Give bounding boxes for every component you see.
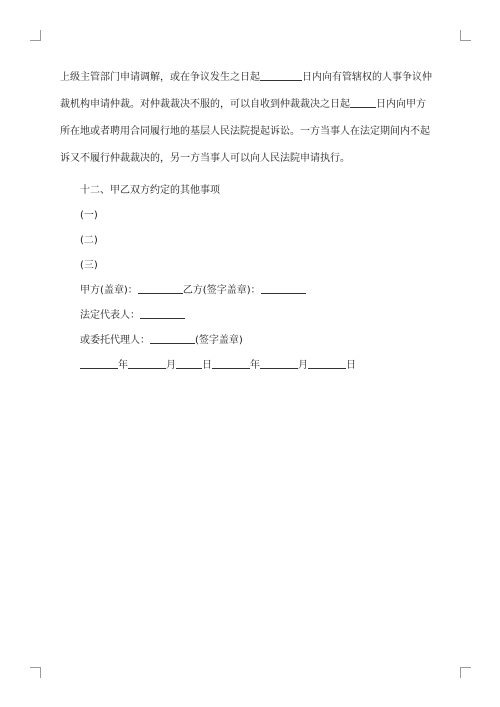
agent-label: 或委托代理人：: [80, 335, 150, 346]
party-b-day-blank[interactable]: [308, 356, 346, 369]
corner-mark-top-right: [460, 30, 471, 41]
party-b-label: 乙方(签字盖章)：: [182, 285, 261, 296]
section-12-heading: 十二、甲乙双方约定的其他事项: [80, 185, 220, 196]
blank-days-arbitration[interactable]: [260, 68, 302, 81]
party-a-year-blank[interactable]: [80, 356, 118, 369]
document-body: [60, 68, 450, 381]
paragraph-line-2: 裁机构申请仲裁。对仲裁裁决不服的，可以自收到仲裁裁决之日起 日内向甲方: [60, 95, 450, 122]
section-12-item-2: (二): [80, 235, 98, 246]
paragraph-line-1: 上级主管部门申请调解，或在争议发生之日起 日内向有管辖权的人事争议仲: [60, 68, 450, 95]
paragraph-line-3: 所在地或者聘用合同履行地的基层人民法院提起诉讼。一方当事人在法定期间内不起: [60, 126, 430, 137]
agent-line: [60, 331, 450, 356]
legal-rep-line: [60, 306, 450, 331]
party-a-day-blank[interactable]: [176, 356, 202, 369]
corner-mark-bottom-left: [30, 667, 41, 678]
corner-mark-bottom-right: [460, 667, 471, 678]
legal-rep-label: 法定代表人：: [80, 310, 140, 321]
legal-rep-blank[interactable]: [140, 306, 185, 319]
date-line: 年 月 日 年 月 日: [60, 356, 450, 381]
corner-mark-top-left: [30, 30, 41, 41]
blank-days-lawsuit[interactable]: [350, 95, 376, 108]
section-12-item-1: (一): [80, 210, 98, 221]
party-a-month-blank[interactable]: [128, 356, 166, 369]
party-a-blank[interactable]: [138, 281, 183, 294]
party-b-month-blank[interactable]: [260, 356, 298, 369]
party-signature-line: [60, 281, 450, 306]
party-b-blank[interactable]: [261, 281, 306, 294]
agent-suffix: (签字盖章): [195, 335, 243, 346]
party-b-year-blank[interactable]: [212, 356, 250, 369]
agent-blank[interactable]: [150, 331, 195, 344]
arbitration-paragraph: [60, 68, 450, 176]
party-a-label: 甲方(盖章)：: [80, 285, 138, 296]
paragraph-line-4: 诉又不履行仲裁裁决的，另一方当事人可以向人民法院申请执行。: [60, 153, 350, 164]
section-12-item-3: (三): [80, 260, 98, 271]
